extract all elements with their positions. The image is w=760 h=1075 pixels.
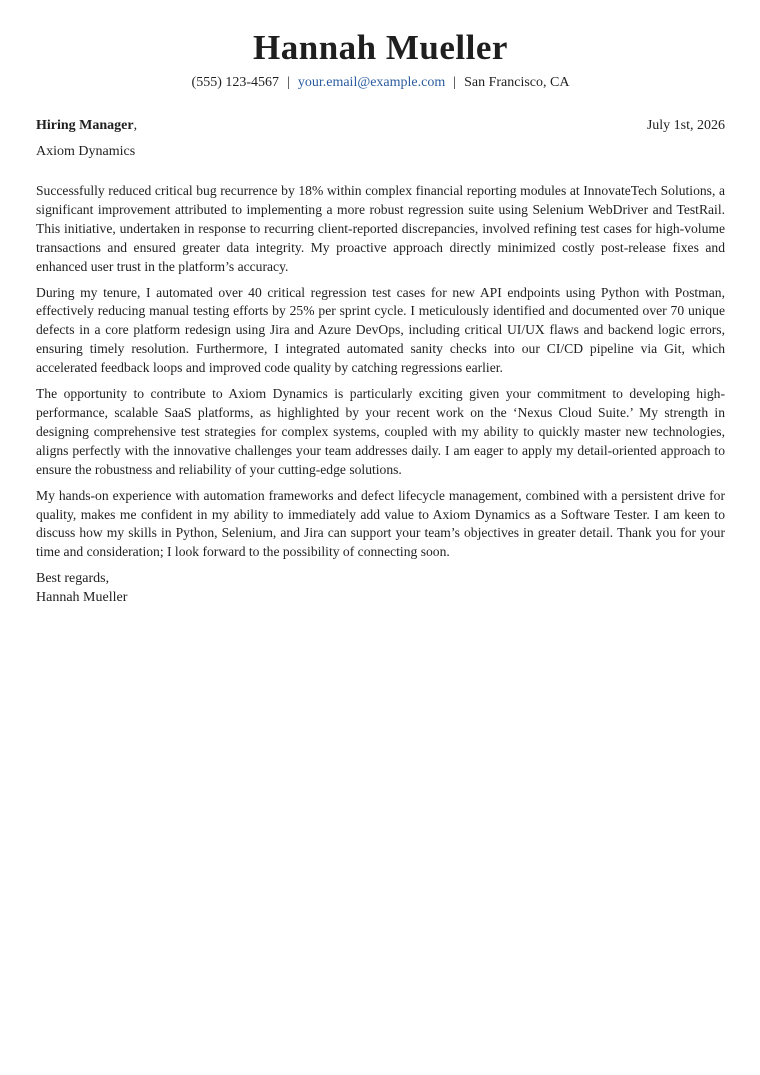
applicant-name: Hannah Mueller bbox=[253, 28, 508, 67]
closing-salutation: Best regards, bbox=[36, 571, 110, 587]
body-paragraph: The opportunity to contribute to Axiom Dynamics is particularly exciting given your commitment to developing high-performance, scalable SaaS platforms, as highlighted by your recent work on the ‘Nexus Cloud Suite.’ My strength in designing comprehensive test strategies for complex systems, coupled with my ability to quickly master new technologies, aligns perfectly with the innovative challenges your team addresses daily. I am eager to apply my detail-oriented approach to ensure the robustness and reliability of your cutting-edge solutions. bbox=[36, 386, 725, 477]
recipient-line bbox=[36, 116, 137, 136]
recipient-comma: , bbox=[133, 118, 138, 133]
body-paragraph: Successfully reduced critical bug recurrence by 18% within complex financial reporting modules at InnovateTech Solutions, a significant improvement attributed to implementing a more robust regression suite using Selenium WebDriver and TestRail. This initiative, undertaken in response to recurring client-reported discrepancies, involved refining test cases for high-volume transactions and ensured greater data integrity. My proactive approach directly minimized costly post-release fixes and enhanced user trust in the platform’s accuracy. bbox=[36, 183, 725, 274]
email-link[interactable]: your.email@example.com bbox=[297, 75, 446, 90]
location: San Francisco, CA bbox=[464, 75, 570, 90]
recipient-name: Hiring Manager bbox=[36, 118, 134, 133]
phone-number: (555) 123-4567 bbox=[191, 75, 280, 90]
cover-letter-page bbox=[36, 28, 725, 607]
contact-separator: | bbox=[287, 75, 290, 90]
closing-signature: Hannah Mueller bbox=[36, 590, 128, 606]
recipient-company: Axiom Dynamics bbox=[36, 144, 136, 159]
letter-date: July 1st, 2026 bbox=[646, 118, 725, 133]
contact-separator: | bbox=[453, 75, 457, 90]
letter-body bbox=[36, 182, 725, 562]
body-paragraph: During my tenure, I automated over 40 critical regression test cases for new API endpoints using Python with Postman, effectively reducing manual testing efforts by 25% per sprint cycle. I meticulously identified and documented over 70 unique defects in a core platform redesign using Jira and Azure DevOps, including critical UI/UX flaws and backend logic errors, ensuring timely resolution. Furthermore, I integrated automated sanity checks into our CI/CD pipeline via Git, which accelerated feedback loops and improved code quality by catching regressions earlier. bbox=[36, 284, 725, 376]
contact-line bbox=[36, 73, 725, 93]
closing-block bbox=[36, 569, 725, 607]
body-paragraph: My hands-on experience with automation frameworks and defect lifecycle management, combined with a persistent drive for quality, makes me confident in my ability to immediately add value to Axiom Dynamics as a Software Tester. I am keen to discuss how my skills in Python, Selenium, and Jira can support your team’s objectives in greater detail. Thank you for your time and consideration; I look forward to the possibility of connecting soon. bbox=[36, 487, 725, 560]
recipient-date-row bbox=[36, 116, 725, 136]
